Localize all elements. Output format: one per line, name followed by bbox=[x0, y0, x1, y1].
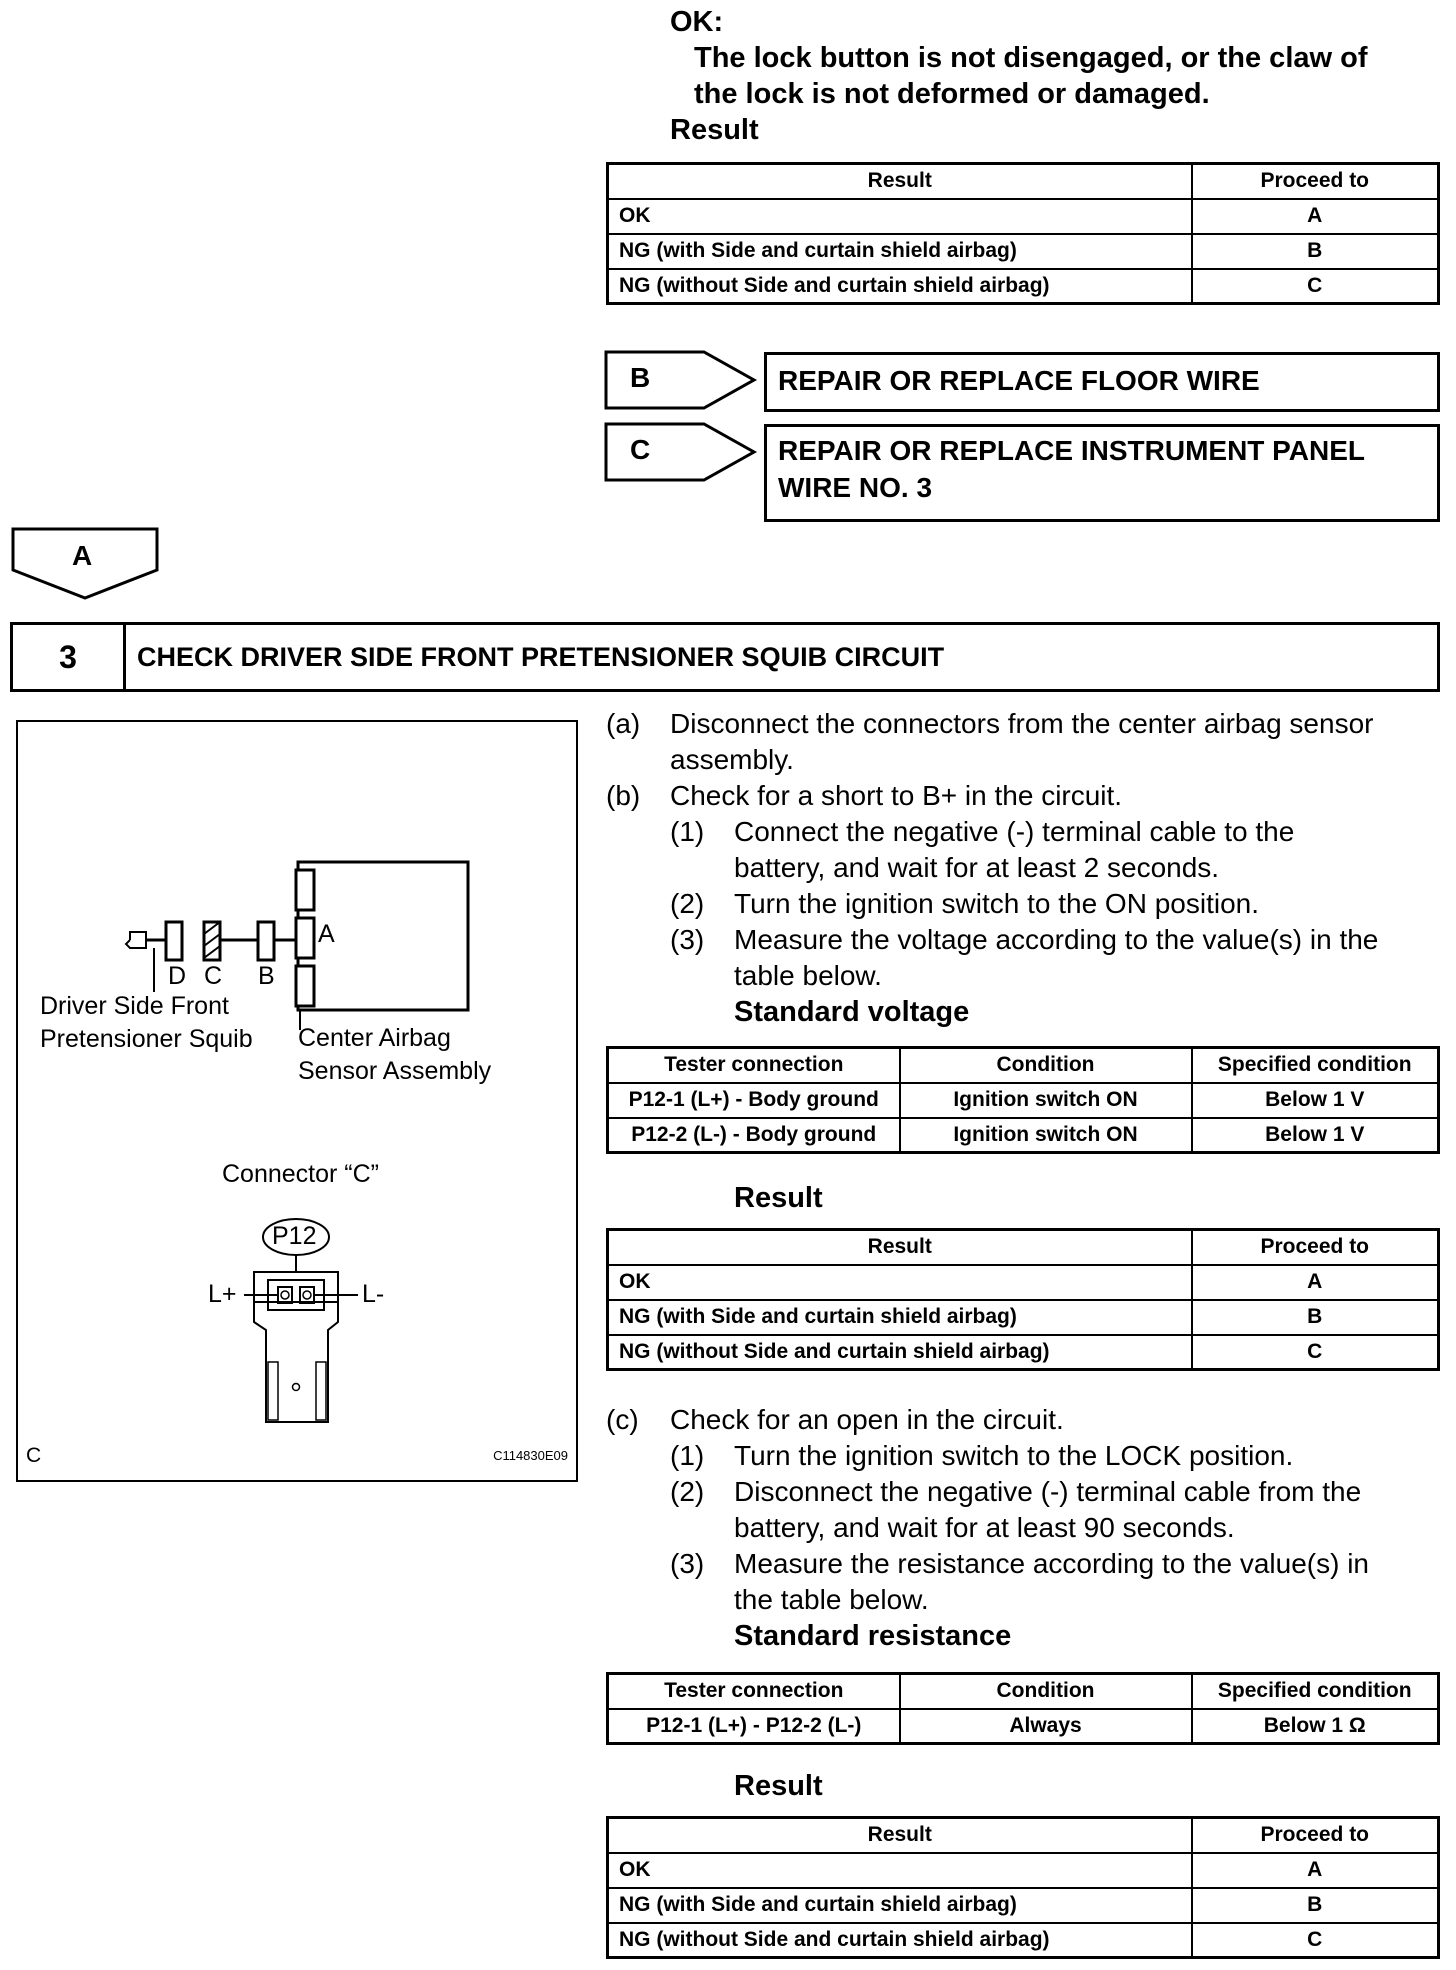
step-b2-text: Turn the ignition switch to the ON position. bbox=[734, 888, 1259, 919]
table-cell: NG (with Side and curtain shield airbag) bbox=[608, 1888, 1192, 1923]
table-header: Result bbox=[608, 1230, 1192, 1265]
jump-label-c: C bbox=[630, 434, 651, 465]
table-cell: A bbox=[1192, 1265, 1439, 1300]
sensor-caption-line1: Center Airbag bbox=[298, 1024, 451, 1052]
table-cell: OK bbox=[608, 199, 1192, 234]
table-header: Result bbox=[608, 164, 1192, 199]
table-cell: Below 1 Ω bbox=[1192, 1709, 1439, 1744]
step-a-line1: Disconnect the connectors from the center airbag sensor bbox=[670, 708, 1374, 739]
step-b1-label: (1) bbox=[670, 816, 705, 847]
table-header: Proceed to bbox=[1192, 1230, 1439, 1265]
step-b1-line1: Connect the negative (-) terminal cable to the bbox=[734, 816, 1295, 847]
step-a-label: (a) bbox=[606, 708, 641, 739]
jump-text-b: REPAIR OR REPLACE FLOOR WIRE bbox=[778, 365, 1260, 396]
connector-l-plus: L+ bbox=[208, 1280, 237, 1308]
squib-caption-line2: Pretensioner Squib bbox=[40, 1025, 253, 1053]
table-cell: C bbox=[1192, 1335, 1439, 1370]
connector-c-head bbox=[254, 1272, 338, 1302]
ok-text-line1: The lock button is not disengaged, or the claw of bbox=[694, 42, 1368, 74]
jump-arrow-b bbox=[604, 350, 758, 410]
table-cell: C bbox=[1192, 1923, 1439, 1958]
table-cell: OK bbox=[608, 1265, 1192, 1300]
step-c-text: Check for an open in the circuit. bbox=[670, 1404, 1064, 1435]
result-table-top bbox=[606, 162, 1440, 305]
table-row bbox=[608, 269, 1439, 304]
table-cell: Ignition switch ON bbox=[900, 1083, 1192, 1118]
connector-a-mid bbox=[296, 918, 314, 958]
result-title-top: Result bbox=[670, 114, 759, 146]
wiring-diagram bbox=[18, 722, 576, 1480]
squib-caption bbox=[40, 990, 253, 1056]
jump-text-c bbox=[778, 432, 1365, 506]
jump-text-c-line1: REPAIR OR REPLACE INSTRUMENT PANEL bbox=[778, 435, 1365, 466]
table-header: Condition bbox=[900, 1674, 1192, 1709]
ok-text-line2: the lock is not deformed or damaged. bbox=[694, 78, 1210, 110]
step-c2-line2: battery, and wait for at least 90 seconds. bbox=[734, 1512, 1235, 1543]
step-b2-label: (2) bbox=[670, 888, 705, 919]
figure-label-a: A bbox=[318, 920, 335, 948]
table-header-row bbox=[608, 1048, 1439, 1083]
step-c3-line2: the table below. bbox=[734, 1584, 929, 1615]
connector-a-top bbox=[296, 870, 314, 910]
table-cell: OK bbox=[608, 1853, 1192, 1888]
table-cell: B bbox=[1192, 1300, 1439, 1335]
table-cell: C bbox=[1192, 269, 1439, 304]
table-row bbox=[608, 199, 1439, 234]
table-header-row bbox=[608, 164, 1439, 199]
step-b3-line1: Measure the voltage according to the value(s) in the bbox=[734, 924, 1379, 955]
table-cell: NG (with Side and curtain shield airbag) bbox=[608, 1300, 1192, 1335]
table-row bbox=[608, 1300, 1439, 1335]
step-b-text: Check for a short to B+ in the circuit. bbox=[670, 780, 1123, 811]
result-title-2: Result bbox=[734, 1182, 823, 1214]
image-code: C114830E09 bbox=[493, 1448, 568, 1463]
table-cell: NG (with Side and curtain shield airbag) bbox=[608, 234, 1192, 269]
step-c3-label: (3) bbox=[670, 1548, 705, 1579]
table-cell: P12-1 (L+) - P12-2 (L-) bbox=[608, 1709, 900, 1744]
table-row bbox=[608, 234, 1439, 269]
table-row bbox=[608, 1888, 1439, 1923]
connector-d bbox=[166, 922, 182, 960]
jump-label-b: B bbox=[630, 362, 651, 393]
result-title-3: Result bbox=[734, 1770, 823, 1802]
sensor-caption-line2: Sensor Assembly bbox=[298, 1057, 492, 1085]
connector-a-bottom bbox=[296, 966, 314, 1006]
table-header: Specified condition bbox=[1192, 1048, 1439, 1083]
std-resistance-title: Standard resistance bbox=[734, 1620, 1012, 1652]
sensor-caption bbox=[298, 1022, 491, 1088]
table-cell: B bbox=[1192, 1888, 1439, 1923]
table-cell: B bbox=[1192, 234, 1439, 269]
ok-text bbox=[694, 40, 1454, 112]
step-b1-line2: battery, and wait for at least 2 seconds. bbox=[734, 852, 1220, 883]
step-c3-line1: Measure the resistance according to the value(s) in bbox=[734, 1548, 1369, 1579]
squib-caption-line1: Driver Side Front bbox=[40, 992, 229, 1020]
table-header-row bbox=[608, 1674, 1439, 1709]
table-cell: NG (without Side and curtain shield airbag) bbox=[608, 1335, 1192, 1370]
table-cell: NG (without Side and curtain shield airbag) bbox=[608, 269, 1192, 304]
voltage-table bbox=[606, 1046, 1440, 1154]
step-c1-label: (1) bbox=[670, 1440, 705, 1471]
connector-title: Connector “C” bbox=[222, 1160, 379, 1188]
table-header-row bbox=[608, 1230, 1439, 1265]
step-b3-label: (3) bbox=[670, 924, 705, 955]
table-row bbox=[608, 1709, 1439, 1744]
table-header-row bbox=[608, 1818, 1439, 1853]
table-header: Tester connection bbox=[608, 1674, 900, 1709]
ok-label: OK: bbox=[670, 6, 724, 38]
table-header: Specified condition bbox=[1192, 1674, 1439, 1709]
figure-corner-label: C bbox=[26, 1444, 42, 1467]
step-c2-label: (2) bbox=[670, 1476, 705, 1507]
table-cell: A bbox=[1192, 1853, 1439, 1888]
figure-label-d: D bbox=[168, 962, 187, 990]
table-cell: P12-2 (L-) - Body ground bbox=[608, 1118, 900, 1153]
result-table-2 bbox=[606, 1228, 1440, 1371]
table-header: Result bbox=[608, 1818, 1192, 1853]
step-number: 3 bbox=[13, 625, 126, 689]
connector-code: P12 bbox=[272, 1222, 317, 1250]
table-row bbox=[608, 1923, 1439, 1958]
connector-l-minus: L- bbox=[362, 1280, 385, 1308]
figure-label-b: B bbox=[258, 962, 275, 990]
step-title: CHECK DRIVER SIDE FRONT PRETENSIONER SQUIB CIRCUIT bbox=[137, 642, 945, 672]
resistance-table bbox=[606, 1672, 1440, 1745]
step-b-label: (b) bbox=[606, 780, 641, 811]
terminal-l-minus bbox=[300, 1287, 314, 1303]
step-header bbox=[10, 622, 1440, 692]
jump-arrow-c bbox=[604, 422, 758, 482]
table-cell: Below 1 V bbox=[1192, 1118, 1439, 1153]
table-header: Condition bbox=[900, 1048, 1192, 1083]
connector-b bbox=[258, 922, 274, 960]
table-row bbox=[608, 1118, 1439, 1153]
terminal-l-plus bbox=[278, 1287, 292, 1303]
squib-plug bbox=[126, 932, 146, 948]
table-row bbox=[608, 1853, 1439, 1888]
table-cell: Ignition switch ON bbox=[900, 1118, 1192, 1153]
figure-frame bbox=[16, 720, 578, 1482]
std-voltage-title: Standard voltage bbox=[734, 996, 970, 1028]
step-c-label: (c) bbox=[606, 1404, 639, 1435]
result-table-3 bbox=[606, 1816, 1440, 1959]
table-cell: NG (without Side and curtain shield airbag) bbox=[608, 1923, 1192, 1958]
figure-label-c: C bbox=[204, 962, 223, 990]
table-row bbox=[608, 1335, 1439, 1370]
table-header: Proceed to bbox=[1192, 164, 1439, 199]
step-c1-text: Turn the ignition switch to the LOCK position. bbox=[734, 1440, 1294, 1471]
table-row bbox=[608, 1265, 1439, 1300]
jump-text-c-line2: WIRE NO. 3 bbox=[778, 472, 933, 503]
table-header: Tester connection bbox=[608, 1048, 900, 1083]
step-b3-line2: table below. bbox=[734, 960, 882, 991]
procedure-part-2 bbox=[606, 1402, 1446, 1662]
procedure-part-1 bbox=[606, 706, 1446, 1036]
step-c2-line1: Disconnect the negative (-) terminal cable from the bbox=[734, 1476, 1362, 1507]
table-row bbox=[608, 1083, 1439, 1118]
table-cell: Below 1 V bbox=[1192, 1083, 1439, 1118]
arrow-a-label: A bbox=[72, 540, 93, 571]
table-cell: P12-1 (L+) - Body ground bbox=[608, 1083, 900, 1118]
table-cell: Always bbox=[900, 1709, 1192, 1744]
table-cell: A bbox=[1192, 199, 1439, 234]
step-a-line2: assembly. bbox=[670, 744, 794, 775]
table-header: Proceed to bbox=[1192, 1818, 1439, 1853]
